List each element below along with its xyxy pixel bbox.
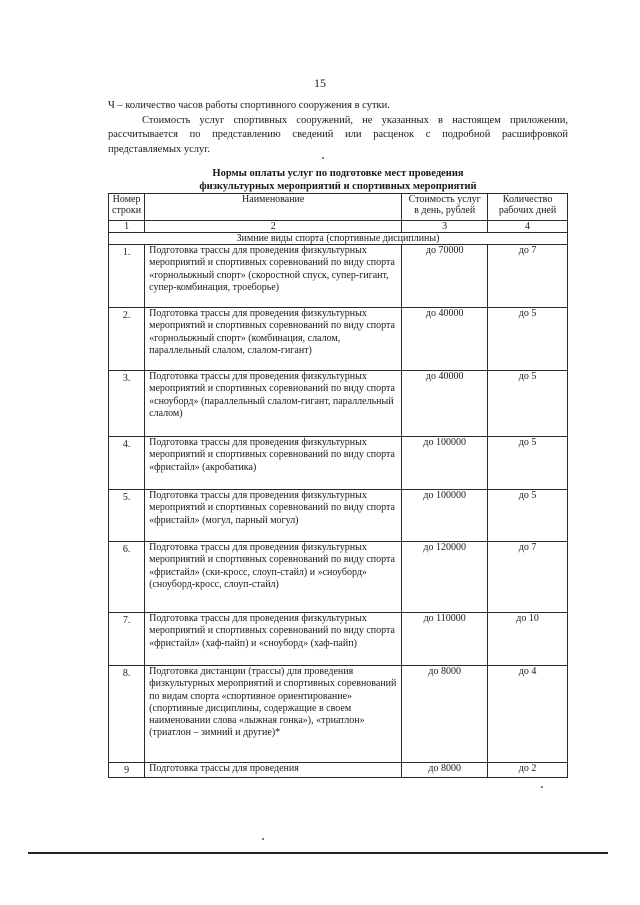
column-number: 4 (488, 221, 568, 233)
scan-speck (322, 157, 324, 159)
row-name: Подготовка трассы для проведения (145, 763, 402, 778)
page-number: 15 (314, 76, 326, 90)
row-days: до 5 (488, 437, 568, 490)
row-name: Подготовка трассы для проведения физкультурных мероприятий и спортивных соревнований по виду спорта «фристайл» (могул, парный могул) (145, 490, 402, 542)
table-row (109, 308, 568, 371)
row-name: Подготовка трассы для проведения физкультурных мероприятий и спортивных соревнований по виду спорта «фристайл» (хаф-пайп) и «сноуборд» (хаф-пайп) (145, 613, 402, 666)
table-title (108, 168, 568, 193)
row-name: Подготовка трассы для проведения физкультурных мероприятий и спортивных соревнований по виду спорта «фристайл» (акробатика) (145, 437, 402, 490)
row-cost: до 100000 (402, 437, 488, 490)
row-days: до 10 (488, 613, 568, 666)
header-cost: Стоимость услуг в день, рублей (402, 194, 488, 221)
row-cost: до 8000 (402, 666, 488, 763)
row-number: 4. (109, 437, 145, 490)
row-number: 7. (109, 613, 145, 666)
norms-table (108, 193, 568, 778)
table-row (109, 490, 568, 542)
table-row (109, 613, 568, 666)
table-row (109, 371, 568, 437)
table-row (109, 666, 568, 763)
row-days: до 7 (488, 542, 568, 613)
intro-text (108, 99, 568, 157)
section-title: Зимние виды спорта (спортивные дисциплины) (109, 233, 568, 245)
table-title-line-1: Нормы оплаты услуг по подготовке мест проведения (212, 168, 464, 179)
table-header-row (109, 194, 568, 221)
row-cost: до 110000 (402, 613, 488, 666)
row-name: Подготовка трассы для проведения физкультурных мероприятий и спортивных соревнований по виду спорта «фристайл» (ски-кросс, слоуп-стайл) и »сноуборд» (сноуборд-кросс, слоуп-стайл) (145, 542, 402, 613)
table-title-line-2: физкультурных мероприятий и спортивных мероприятий (199, 180, 477, 192)
row-cost: до 70000 (402, 245, 488, 308)
row-name: Подготовка трассы для проведения физкультурных мероприятий и спортивных соревнований по виду спорта «горнолыжный спорт» (скоростной спуск, супер-гигант, супер-комбинация, троеборье) (145, 245, 402, 308)
row-days: до 5 (488, 371, 568, 437)
table-row (109, 245, 568, 308)
section-row (109, 233, 568, 245)
header-name: Наименование (145, 194, 402, 221)
row-number: 1. (109, 245, 145, 308)
row-number: 2. (109, 308, 145, 371)
row-cost: до 120000 (402, 542, 488, 613)
intro-paragraph: Стоимость услуг спортивных сооружений, не указанных в настоящем приложении, рассчитывается по представлению сведений или расценок с подробной расшифровкой представляемых услуг. (108, 114, 568, 155)
row-cost: до 100000 (402, 490, 488, 542)
column-number: 2 (145, 221, 402, 233)
row-number: 6. (109, 542, 145, 613)
column-number: 3 (402, 221, 488, 233)
table-row (109, 763, 568, 778)
column-number-row (109, 221, 568, 233)
row-days: до 7 (488, 245, 568, 308)
column-number: 1 (109, 221, 145, 233)
row-days: до 5 (488, 490, 568, 542)
row-number: 5. (109, 490, 145, 542)
row-days: до 4 (488, 666, 568, 763)
row-cost: до 40000 (402, 371, 488, 437)
scan-speck (541, 786, 543, 788)
scan-speck (262, 838, 264, 840)
row-cost: до 40000 (402, 308, 488, 371)
row-name: Подготовка трассы для проведения физкультурных мероприятий и спортивных соревнований по виду спорта «сноуборд» (параллельный слалом-гигант, параллельный слалом) (145, 371, 402, 437)
row-number: 3. (109, 371, 145, 437)
row-name: Подготовка трассы для проведения физкультурных мероприятий и спортивных соревнований по виду спорта «горнолыжный спорт» (комбинация, слалом, параллельный слалом, слалом-гигант) (145, 308, 402, 371)
row-number: 9 (109, 763, 145, 778)
row-number: 8. (109, 666, 145, 763)
header-number: Номер строки (109, 194, 145, 221)
row-days: до 2 (488, 763, 568, 778)
footer-rule (28, 852, 608, 854)
table-row (109, 542, 568, 613)
row-name: Подготовка дистанции (трассы) для проведения физкультурных мероприятий и спортивных соревнований по видам спорта «спортивное ориентирование» (спортивные дисциплины, содержащие в своем наименовании слова «лыжная гонка»), «триатлон» (триатлон – зимний и другие)* (145, 666, 402, 763)
row-cost: до 8000 (402, 763, 488, 778)
intro-line-formula: Ч – количество часов работы спортивного сооружения в сутки. (108, 100, 390, 111)
table-row (109, 437, 568, 490)
header-days: Количество рабочих дней (488, 194, 568, 221)
row-days: до 5 (488, 308, 568, 371)
